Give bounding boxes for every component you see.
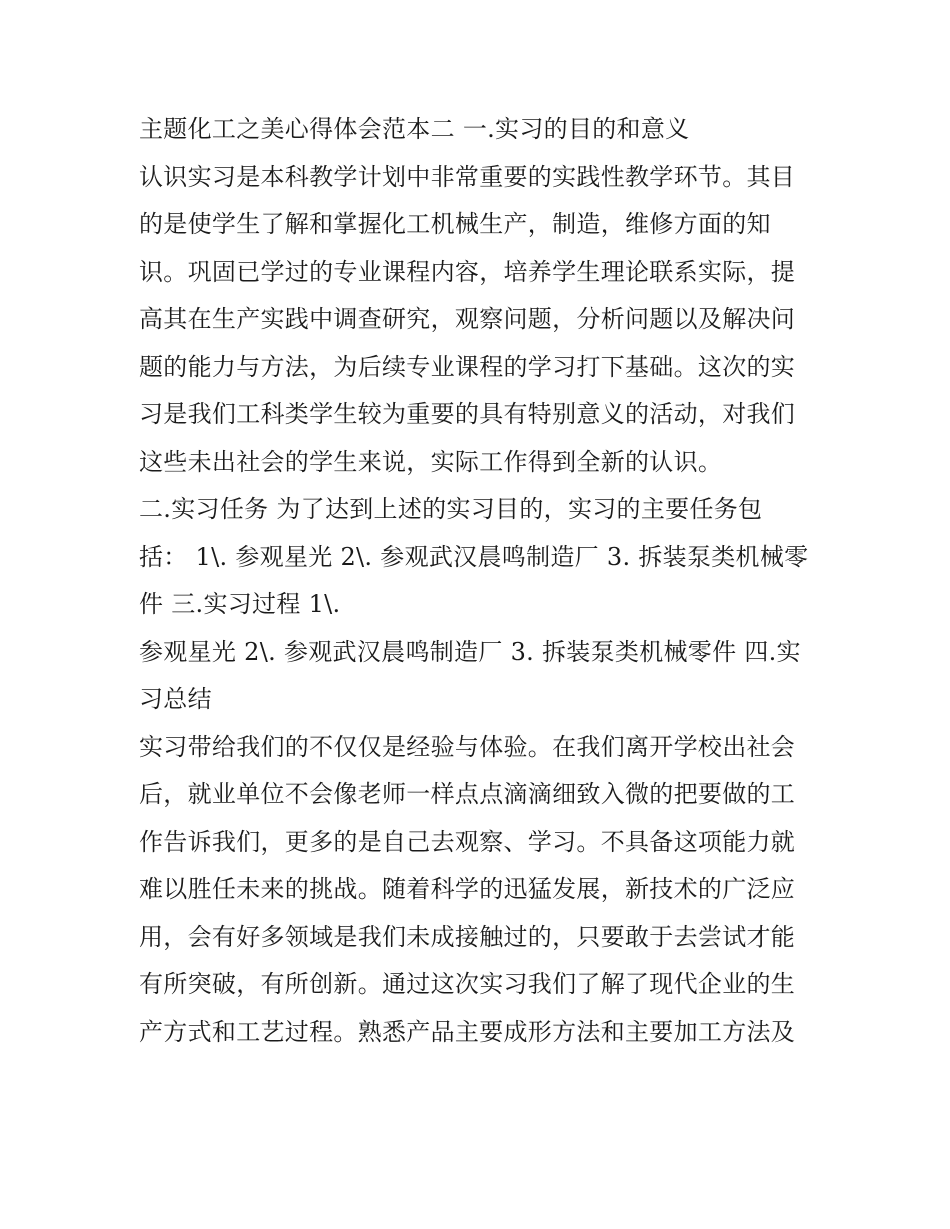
text-line: 后，就业单位不会像老师一样点点滴滴细致入微的把要做的工 — [139, 780, 796, 808]
text-line: 用，会有好多领域是我们未成接触过的，只要敢于去尝试才能 — [139, 922, 796, 951]
section-heading-line: 二.实习任务 为了达到上述的实习目的，实习的主要任务包 — [139, 495, 763, 523]
text-line: 的是使学生了解和掌握化工机械生产，制造，维修方面的知 — [139, 210, 771, 238]
text-line: 这些未出社会的学生来说，实际工作得到全新的认识。 — [139, 447, 723, 476]
text-line: 实习带给我们的不仅仅是经验与体验。在我们离开学校出社会 — [139, 732, 796, 761]
text-line: 产方式和工艺过程。熟悉产品主要成形方法和主要加工方法及 — [139, 1017, 796, 1046]
text-line: 识。巩固已学过的专业课程内容，培养学生理论联系实际，提 — [139, 257, 796, 286]
text-line: 件 三.实习过程 1\. — [139, 590, 341, 618]
text-line: 难以胜任未来的挑战。随着科学的迅猛发展，新技术的广泛应 — [139, 875, 796, 903]
document-title-line: 主题化工之美心得体会范本二 一.实习的目的和意义 — [139, 115, 690, 143]
text-line: 习总结 — [139, 685, 212, 713]
text-line: 认识实习是本科教学计划中非常重要的实践性教学环节。其目 — [139, 162, 796, 191]
text-line: 作告诉我们，更多的是自己去观察、学习。不具备这项能力就 — [139, 827, 796, 856]
text-line: 高其在生产实践中调查研究，观察问题，分析问题以及解决问 — [139, 305, 796, 333]
text-line: 题的能力与方法，为后续专业课程的学习打下基础。这次的实 — [139, 352, 796, 381]
text-line: 习是我们工科类学生较为重要的具有特别意义的活动，对我们 — [139, 400, 796, 428]
text-line: 有所突破，有所创新。通过这次实习我们了解了现代企业的生 — [139, 970, 796, 998]
text-line: 参观星光 2\. 参观武汉晨鸣制造厂 3. 拆装泵类机械零件 四.实 — [139, 637, 801, 666]
text-line: 括： 1\. 参观星光 2\. 参观武汉晨鸣制造厂 3. 拆装泵类机械零 — [139, 542, 809, 571]
document-body — [139, 106, 819, 1056]
